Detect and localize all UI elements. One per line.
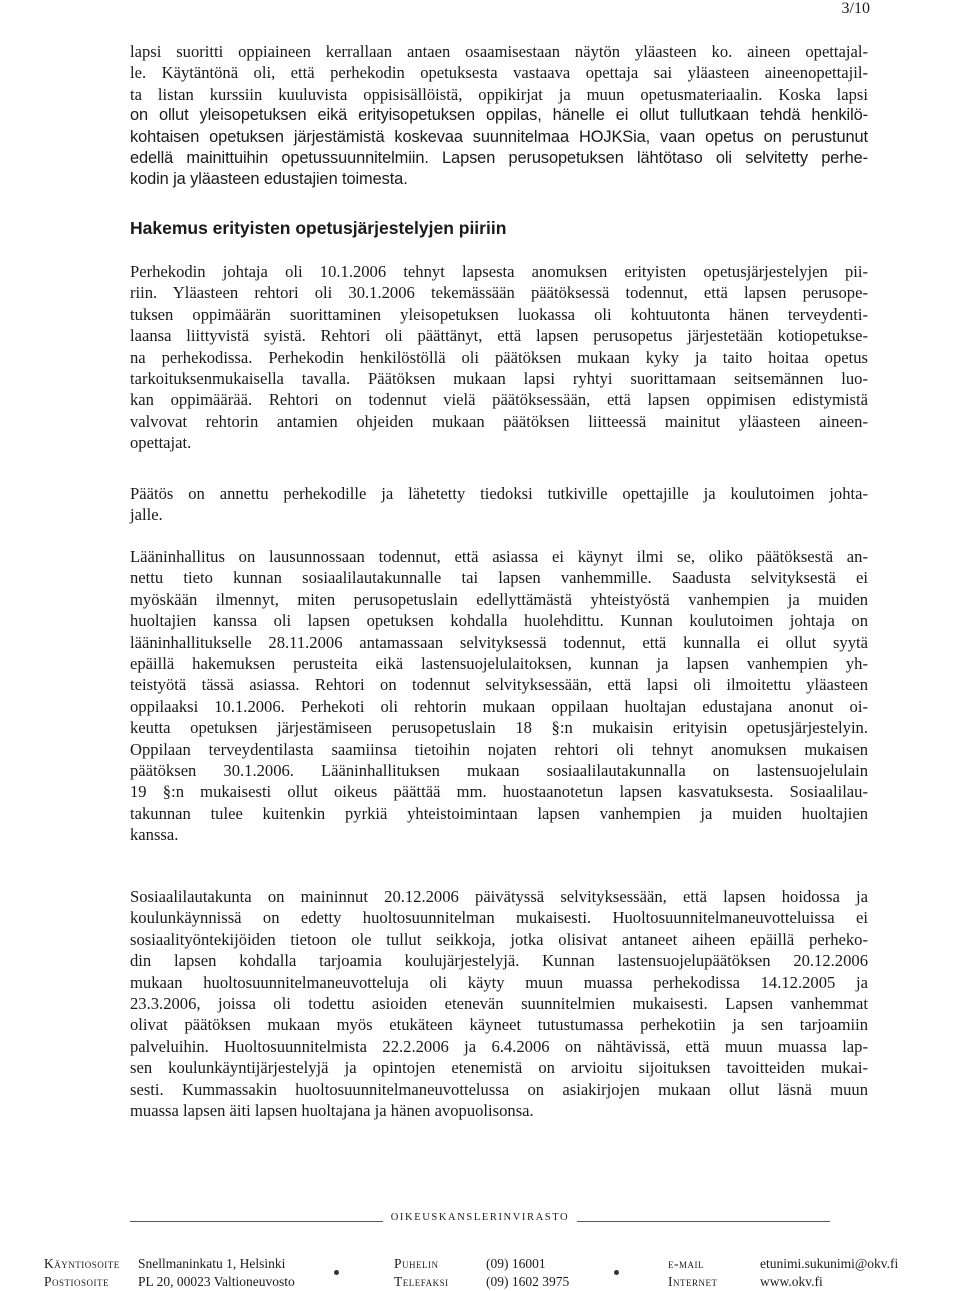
text-line: din lapsen kohdalla tarjoamia koulujärjestelyjä. Kunnan lastensuojelupäätöksen 20.12.2006 (130, 951, 868, 971)
text-line: muassa lapsen äiti lapsen huoltajana ja hänen avopuolisonsa. (130, 1101, 534, 1121)
footer-website-link[interactable]: www.okv.fi (760, 1274, 823, 1289)
text-line: tarkoituksenmukaisella tavalla. Päätöksen mukaan lapsi ryhtyi suorittamaan seitsemännen luo- (130, 369, 868, 389)
text-line: kodin ja yläasteen edustajien toimesta. (130, 170, 408, 189)
text-line: koulunkäynnissä on edetty huoltosuunnitelman mukaisesti. Huoltosuunnitelmaneuvotteluissa ei (130, 908, 868, 928)
footer-fax-label: Telefaksi (394, 1274, 449, 1289)
text-line: le. Käytäntönä oli, että perhekodin opetuksesta vastaava opettaja sai yläasteen aineenopettajil- (130, 63, 868, 83)
footer-email-label: e-mail (668, 1256, 704, 1271)
footer-visit-label: Käyntiosoite (44, 1256, 120, 1271)
paragraph-social-board (130, 886, 868, 1121)
text-line: riin. Yläasteen rehtori oli 30.1.2006 tekemässään päätöksessä todennut, että lapsen perusope- (130, 283, 868, 303)
paragraph-provincial-statement (130, 546, 868, 846)
intro-paragraph (130, 41, 868, 191)
section-heading: Hakemus erityisten opetusjärjestelyjen piiriin (130, 218, 507, 238)
text-line: Päätös on annettu perhekodille ja lähetetty tiedoksi tutkiville opettajille ja koulutoimen johta- (130, 484, 868, 503)
page-number: 3/10 (841, 0, 870, 17)
text-line: sesti. Kummassakin huoltosuunnitelmaneuvottelussa on asiakirjojen mukaan ollut läsnä muun (130, 1079, 868, 1099)
text-line: 19 §:n mukaisesti ollut oikeus päättää mm. huostaanotetun lapsen kasvatuksesta. Sosiaalilau- (130, 782, 868, 802)
text-line: teistyötä tässä asiassa. Rehtori on todennut selvityksessään, että lapsi oli ilmoitettu yläasteen (130, 675, 868, 695)
footer-fax-number: (09) 1602 3975 (486, 1274, 570, 1289)
footer-post-address: PL 20, 00023 Valtioneuvosto (138, 1274, 295, 1289)
text-line: edellä mainittuihin opetussuunnitelmiin. Lapsen perusopetuksen lähtötaso oli selvitetty perhe- (130, 149, 868, 168)
text-line: lääninhallitukselle 28.11.2006 antamassaan selvityksessä todennut, että kunnalla ei ollut syytä (130, 632, 868, 652)
footer-brand (0, 1212, 960, 1223)
text-line: on ollut yleisopetuksen eikä erityisopetuksen oppilas, hänelle ei ollut tullutkaan tehdä henkilö- (130, 106, 868, 125)
text-line: palveluihin. Huoltosuunnitelmista 22.2.2006 ja 6.4.2006 on nähtävissä, että muun muassa lap- (130, 1036, 868, 1056)
footer-brand-text: OIKEUSKANSLERINVIRASTO (383, 1212, 578, 1223)
footer-phone-number: (09) 16001 (486, 1256, 546, 1271)
text-line: ta listan kurssiin kuuluvista oppisisällöistä, oppikirjat ja muun opetusmateriaalin. Koska lapsi (130, 84, 868, 104)
text-line: valvovat rehtorin antamien ohjeiden mukaan päätöksen liitteessä mainitut yläasteen aineen- (130, 411, 868, 431)
text-line: Perhekodin johtaja oli 10.1.2006 tehnyt lapsesta anomuksen erityisten opetusjärjestelyjen pii- (130, 262, 868, 281)
footer-email-address[interactable]: etunimi.sukunimi@okv.fi (760, 1256, 899, 1271)
text-line: päätöksen 30.1.2006. Lääninhallituksen mukaan sosiaalilautakunnalla on lastensuojelulain (130, 761, 868, 781)
text-line: sen koulunkäyntijärjestelyjä ja opintojen etenemistä on arvioitu sijoituksen tavoitteiden mukai- (130, 1058, 868, 1078)
text-line: kohtaisen opetuksen järjestämistä koskevaa suunnitelmaa HOJKSia, vaan opetus on perustunut (130, 127, 868, 146)
text-line: tuksen oppimäärän suorittaminen yleisopetuksen luokassa oli kohtuutonta hänen terveydenti- (130, 304, 868, 324)
paragraph-decision-notice (130, 483, 868, 526)
footer-separator-dot (334, 1270, 339, 1275)
footer-web-label: Internet (668, 1274, 718, 1289)
text-line: olivat päätöksen mukaan myös etukäteen käyneet tutustumassa perhekotiin ja sen tarjoamiin (130, 1015, 868, 1035)
text-line: laansa liittyvistä syistä. Rehtori oli päättänyt, että lapsen perusopetus järjestetään kotiopetukse- (130, 326, 868, 346)
text-line: takunnan tulee kuitenkin pyrkiä yhteistoimintaan lapsen vanhempien ja muiden huoltajien (130, 803, 868, 823)
text-line: 23.3.2006, joissa oli todettu asioiden etenevän suunnitelmien mukaisesti. Lapsen vanhemmat (130, 994, 868, 1014)
footer-separator-dot (614, 1270, 619, 1275)
footer-visit-address: Snellmaninkatu 1, Helsinki (138, 1256, 286, 1271)
text-line: Lääninhallitus on lausunnossaan todennut, että asiassa ei käynyt ilmi se, oliko päätöksestä an- (130, 547, 868, 566)
text-line: myöskään ilmennyt, miten perusopetuslain edellyttämästä yhteistyöstä vanhempien ja muiden (130, 589, 868, 609)
text-line: kan oppimäärää. Rehtori on todennut vielä päätöksessään, että lapsen oppimisen edistymistä (130, 390, 868, 410)
text-line: huoltajien kanssa oli lapsen opetuksen kohdalla huolehdittu. Kunnan koulutoimen johtaja on (130, 611, 868, 631)
text-line: opettajat. (130, 433, 192, 453)
text-line: na perhekodissa. Perhekodin henkilöstöllä oli päätöksen mukaan kyky ja taito hoitaa opetus (130, 347, 868, 367)
footer-post-label: Postiosoite (44, 1274, 110, 1289)
text-line: epäillä hakemuksen perusteita eikä lastensuojelulaitoksen, kunnan ja lapsen vanhempien yh- (130, 654, 868, 674)
text-line: oppilaaksi 10.1.2006. Perhekoti oli rehtorin mukaan oppilaan huoltajan edustajana anonut oi- (130, 696, 868, 716)
text-line: Sosiaalilautakunta on maininnut 20.12.2006 päivätyssä selvityksessään, että lapsen hoidossa ja (130, 887, 868, 906)
text-line: keutta opetuksen järjestämiseen perusopetuslain 18 §:n mukaisin erityisin opetusjärjestelyin. (130, 718, 868, 738)
text-line: jalle. (130, 505, 163, 525)
text-line: nettu tieto kunnan sosiaalilautakunnalle tai lapsen vanhemmille. Saadusta selvityksestä ei (130, 568, 868, 588)
text-line: Oppilaan terveydentilasta saamiinsa tietoihin nojaten rehtori oli tehnyt anomuksen mukaisen (130, 739, 868, 759)
text-line: mukaan huoltosuunnitelmaneuvotteluja oli käyty muun muassa perhekodissa 14.12.2005 ja (130, 972, 868, 992)
text-line: kanssa. (130, 825, 179, 845)
footer-phone-label: Puhelin (394, 1256, 439, 1271)
text-line: sosiaalityöntekijöiden tietoon ole tullut seikkoja, jotka olisivat antaneet aiheen epäillä perheko- (130, 929, 868, 949)
paragraph-application (130, 261, 868, 454)
text-line: lapsi suoritti oppiaineen kerrallaan antaen osaamisestaan näytön yläasteen ko. aineen opettajal- (130, 42, 868, 61)
